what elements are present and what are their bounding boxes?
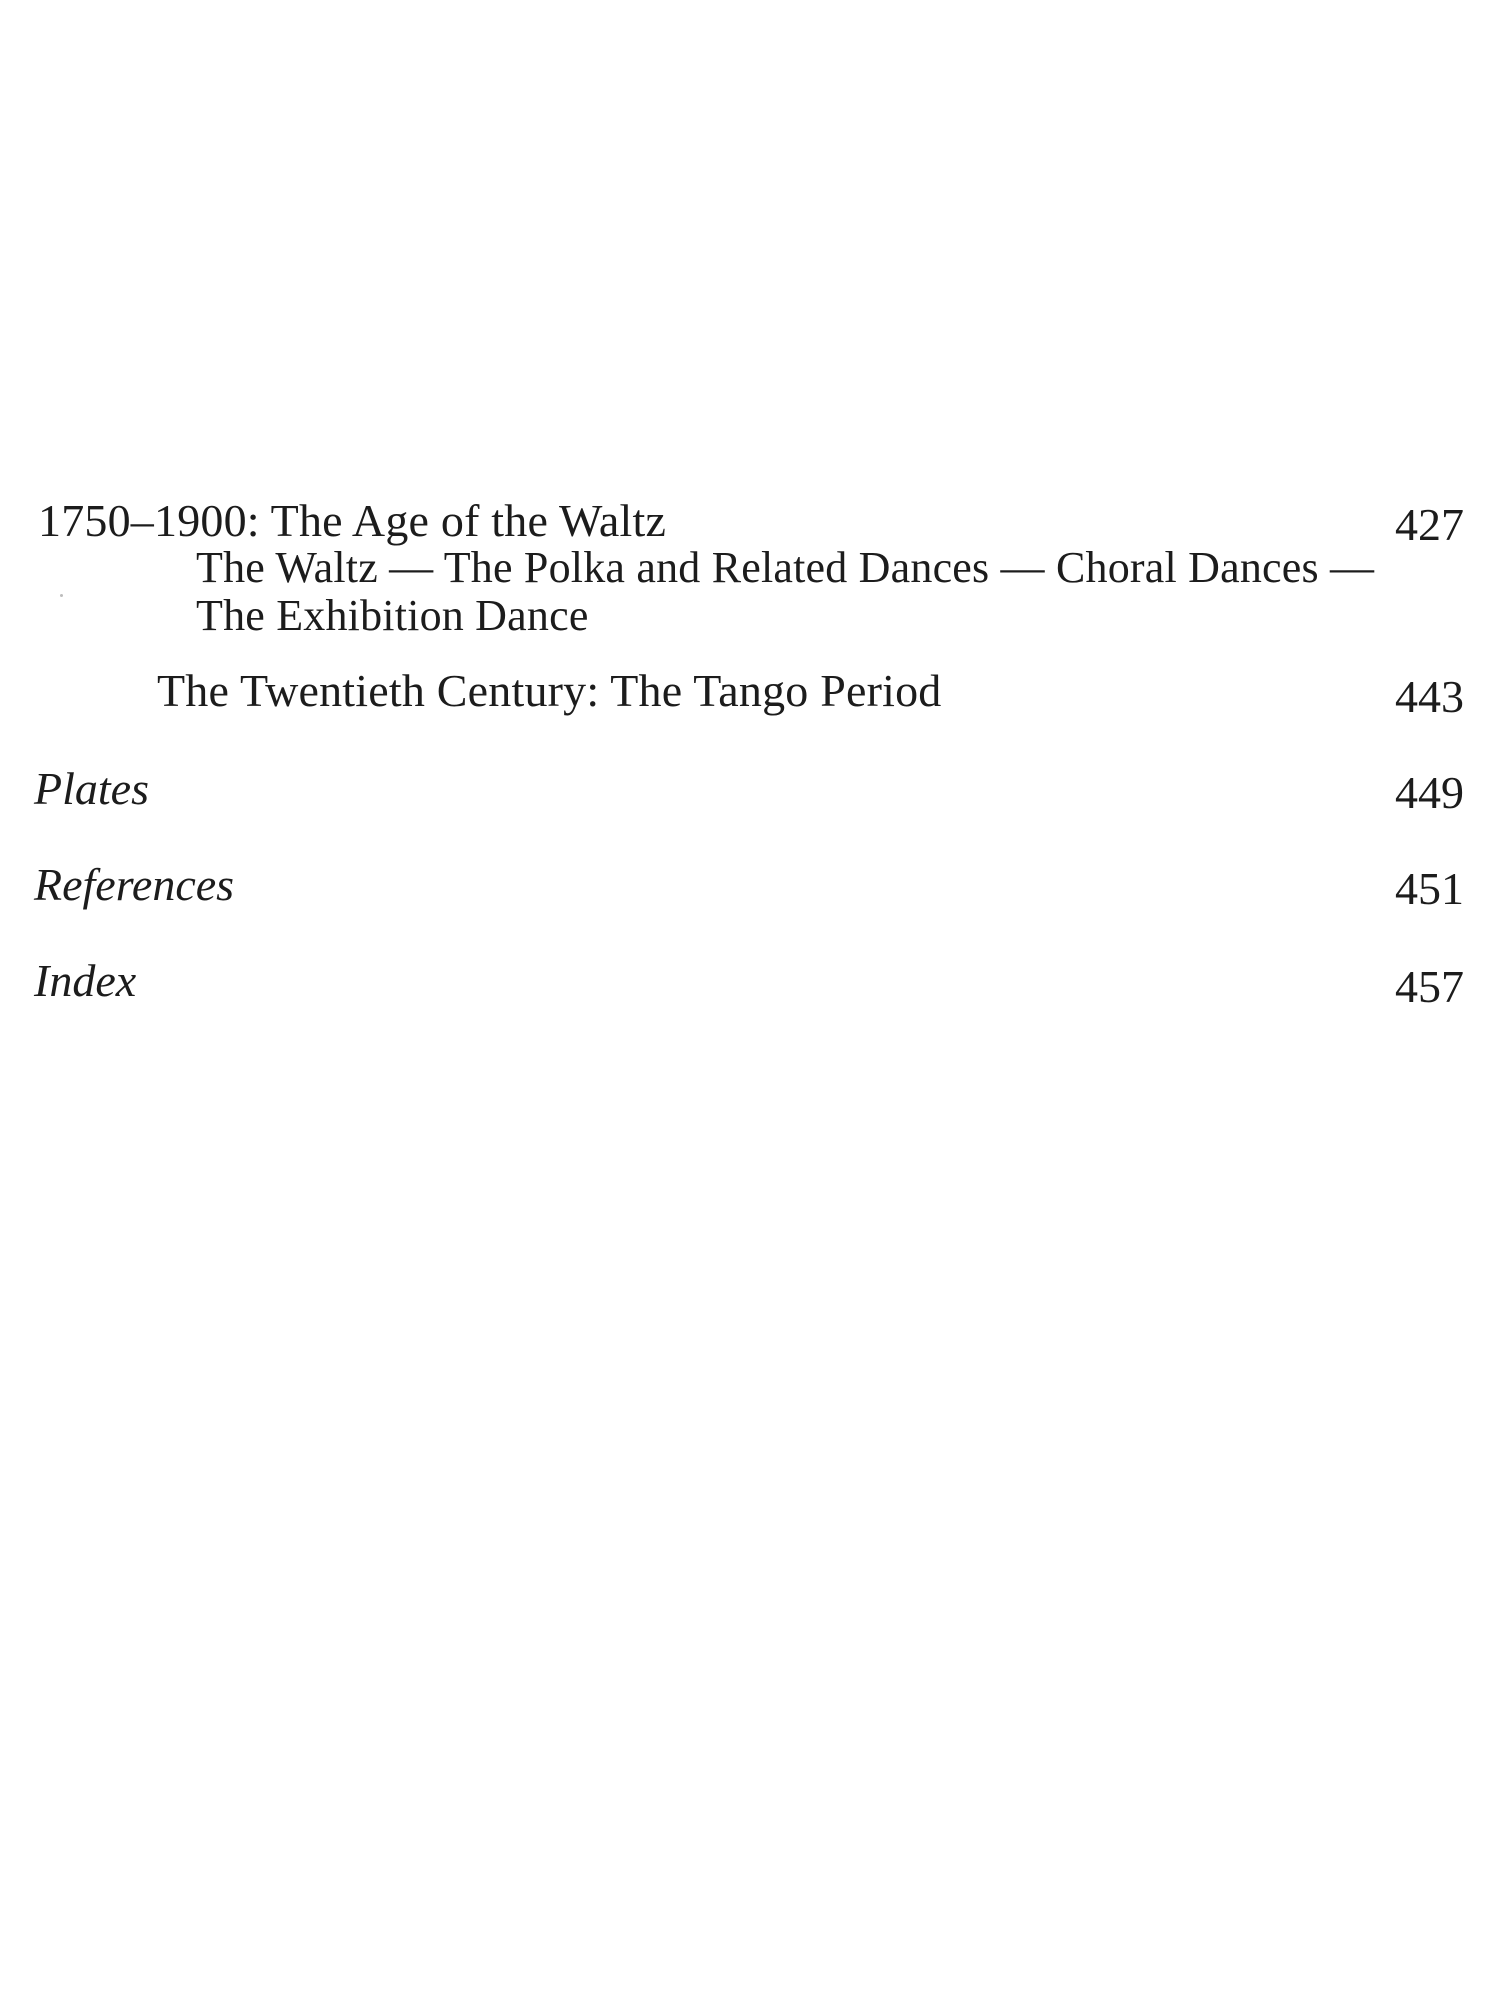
- toc-entry-title-index[interactable]: Index: [34, 955, 137, 1006]
- toc-page-number-references[interactable]: 451: [1395, 863, 1464, 914]
- toc-page-number-plates[interactable]: 449: [1395, 767, 1464, 818]
- toc-entry-title-references[interactable]: References: [34, 859, 235, 910]
- toc-page-number-tango[interactable]: 443: [1395, 671, 1464, 722]
- toc-entry-title-plates[interactable]: Plates: [34, 763, 149, 814]
- toc-entry-title-waltz[interactable]: 1750–1900: The Age of the Waltz: [38, 495, 667, 546]
- paper-speck: [60, 594, 63, 597]
- toc-subtopics-line-2: The Exhibition Dance: [196, 591, 589, 640]
- toc-entry-title-tango[interactable]: The Twentieth Century: The Tango Period: [157, 665, 942, 716]
- toc-subtopics-line-1: The Waltz — The Polka and Related Dances — Choral Dances —: [196, 543, 1375, 592]
- toc-page-number-index[interactable]: 457: [1395, 961, 1464, 1012]
- toc-page-number-waltz[interactable]: 427: [1395, 499, 1464, 550]
